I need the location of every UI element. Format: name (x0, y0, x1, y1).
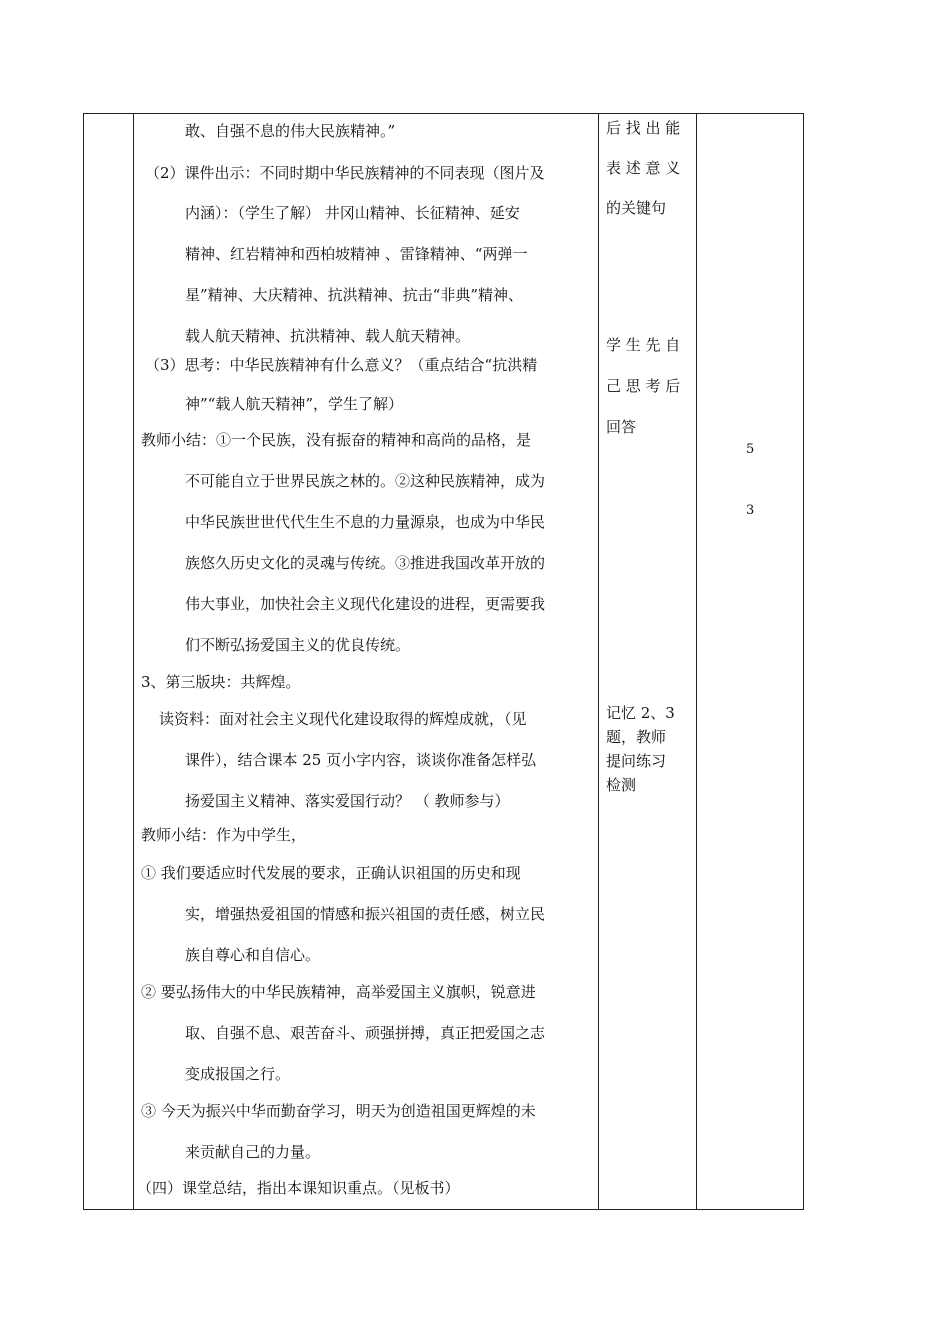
content-line: 们不断弘扬爱国主义的优良传统。 (185, 636, 411, 654)
activity-line: 的关键句 (606, 199, 667, 217)
content-line: 扬爱国主义精神、落实爱国行动？ （ 教师参与） (185, 792, 510, 810)
content-line: 不可能自立于世界民族之林的。②这种民族精神，成为 (185, 472, 546, 490)
activity-line: 己 思 考 后 (606, 377, 681, 395)
content-line: 敢、自强不息的伟大民族精神。” (185, 122, 396, 140)
content-line: 读资料：面对社会主义现代化建设取得的辉煌成就，（见 (159, 710, 527, 728)
content-line: （四）课堂总结，指出本课知识重点。（见板书） (137, 1179, 460, 1197)
content-line: ③ 今天为振兴中华而勤奋学习，明天为创造祖国更辉煌的未 (141, 1102, 536, 1120)
content-line: 神”“载人航天精神”，学生了解） (185, 395, 404, 413)
content-line: 实，增强热爱祖国的情感和振兴祖国的责任感，树立民 (185, 905, 546, 923)
content-line: ① 我们要适应时代发展的要求，正确认识祖国的历史和现 (141, 864, 521, 882)
content-line: 内涵）：（学生了解） 井冈山精神、长征精神、延安 (185, 204, 520, 222)
activity-line: 学 生 先 自 (606, 336, 681, 354)
activity-line: 表 述 意 义 (606, 159, 681, 177)
content-line: （3）思考：中华民族精神有什么意义？（重点结合“抗洪精 (145, 356, 538, 374)
content-line: 族悠久历史文化的灵魂与传统。③推进我国改革开放的 (185, 554, 546, 572)
content-line: 精神、红岩精神和西柏坡精神 、雷锋精神、“两弹一 (185, 245, 528, 263)
content-line: 族自尊心和自信心。 (185, 946, 321, 964)
content-line: 中华民族世世代代生生不息的力量源泉，也成为中华民 (185, 513, 546, 531)
content-line: 变成报国之行。 (185, 1065, 291, 1083)
activity-line: 题，教师 (606, 728, 667, 746)
activity-line: 检测 (606, 776, 637, 794)
content-line: 伟大事业，加快社会主义现代化建设的进程，更需要我 (185, 595, 546, 613)
content-line: 教师小结：①一个民族，没有振奋的精神和高尚的品格，是 (141, 431, 532, 449)
content-line: 来贡献自己的力量。 (185, 1143, 321, 1161)
time-value: 3 (746, 503, 755, 518)
content-line: 教师小结：作为中学生， (141, 826, 307, 844)
column-divider-2 (598, 114, 599, 1209)
column-divider-3 (696, 114, 697, 1209)
content-line: （2）课件出示：不同时期中华民族精神的不同表现（图片及 (145, 164, 545, 182)
column-divider-1 (133, 114, 134, 1209)
content-line: 课件），结合课本 25 页小字内容，谈谈你准备怎样弘 (185, 751, 537, 769)
content-line: 星”精神、大庆精神、抗洪精神、抗击“非典”精神、 (185, 286, 524, 304)
activity-line: 后 找 出 能 (606, 119, 681, 137)
content-line: 取、自强不息、艰苦奋斗、顽强拼搏，真正把爱国之志 (185, 1024, 546, 1042)
activity-line: 提问练习 (606, 752, 667, 770)
content-line: ② 要弘扬伟大的中华民族精神，高举爱国主义旗帜，锐意进 (141, 983, 536, 1001)
activity-line: 记忆 2、3 (606, 704, 675, 722)
activity-line: 回答 (606, 418, 637, 436)
time-value: 5 (746, 442, 755, 457)
content-line: 3、第三版块：共辉煌。 (141, 673, 301, 691)
content-line: 载人航天精神、抗洪精神、载人航天精神。 (185, 327, 471, 345)
lesson-plan-table (83, 113, 804, 1210)
